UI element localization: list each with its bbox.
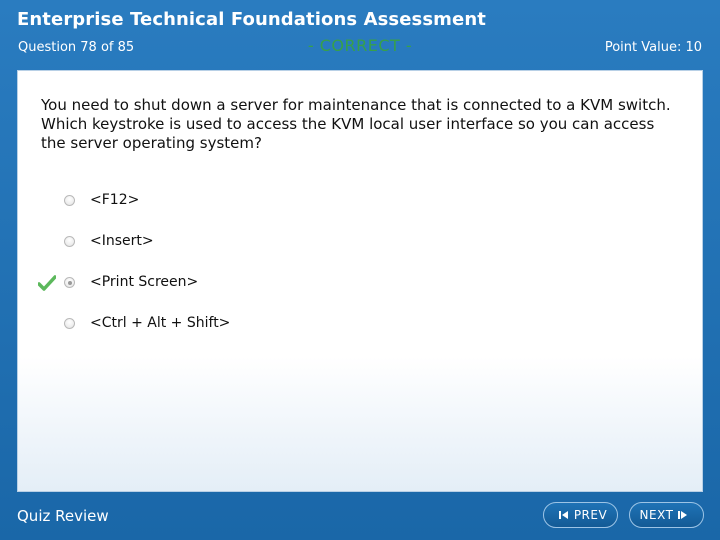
- question-counter: Question 78 of 85: [18, 40, 135, 55]
- point-value: Point Value: 10: [604, 40, 702, 55]
- answer-radio-selected[interactable]: [64, 277, 75, 288]
- answer-option-2[interactable]: [18, 232, 704, 273]
- prev-label: PREV: [573, 508, 608, 522]
- answer-label: <F12>: [90, 192, 140, 208]
- answer-label: <Print Screen>: [90, 274, 199, 290]
- next-arrow-icon: [678, 510, 688, 520]
- answer-option-3[interactable]: [18, 273, 704, 314]
- answer-list: [18, 191, 704, 355]
- header-bar: [0, 0, 720, 70]
- question-text: You need to shut down a server for maintenance that is connected to a KVM switch. Which keystroke is used to access the KVM local user interface so you can access the server operating system?: [41, 96, 671, 152]
- prev-button[interactable]: [543, 502, 618, 528]
- assessment-title: Enterprise Technical Foundations Assessment: [17, 9, 486, 30]
- next-button[interactable]: [629, 502, 704, 528]
- answer-label: <Insert>: [90, 233, 154, 249]
- prev-arrow-icon: [559, 510, 569, 520]
- answer-option-4[interactable]: [18, 314, 704, 355]
- question-panel: [17, 70, 703, 492]
- next-label: NEXT: [639, 508, 674, 522]
- answer-radio[interactable]: [64, 236, 75, 247]
- quiz-review-label: Quiz Review: [17, 507, 109, 525]
- result-status: - CORRECT -: [307, 36, 413, 55]
- footer-bar: [0, 492, 720, 540]
- answer-label: <Ctrl + Alt + Shift>: [90, 315, 231, 331]
- answer-radio[interactable]: [64, 195, 75, 206]
- answer-option-1[interactable]: [18, 191, 704, 232]
- answer-radio[interactable]: [64, 318, 75, 329]
- checkmark-icon: [38, 275, 56, 291]
